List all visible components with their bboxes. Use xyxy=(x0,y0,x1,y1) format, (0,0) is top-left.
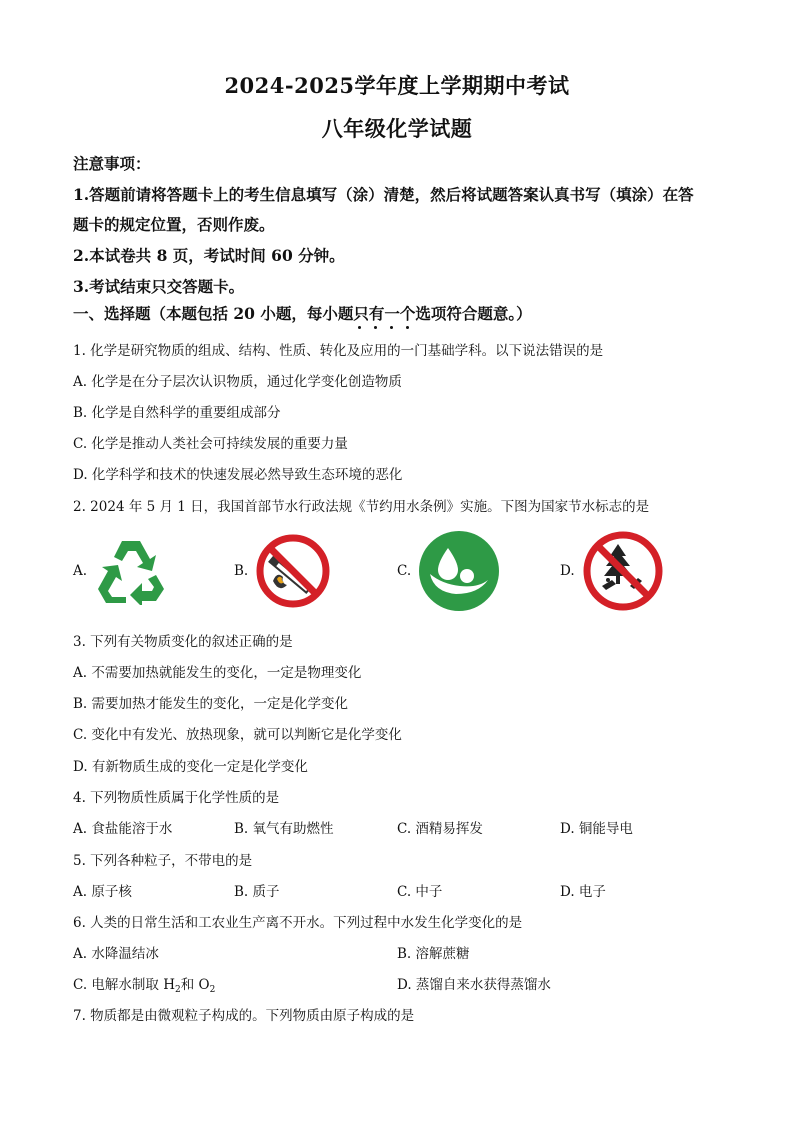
emphasis-dotted-text xyxy=(353,304,415,323)
section-heading-part-2: 选项符合题意。） xyxy=(415,304,532,323)
question-2-option-a-label: A. xyxy=(73,563,88,579)
notice-item-1-line-2: 题卡的规定位置，否则作废。 xyxy=(73,215,275,234)
question-6-option-b: B. 溶解蔗糖 xyxy=(397,946,470,962)
water-saving-icon xyxy=(418,530,500,616)
question-6-option-c xyxy=(73,973,215,995)
question-1-option-a: A. 化学是在分子层次认识物质，通过化学变化创造物质 xyxy=(73,374,402,390)
question-3-option-a: A. 不需要加热就能发生的变化，一定是物理变化 xyxy=(73,665,362,681)
emphasis-dot xyxy=(358,326,361,329)
question-4-option-a: A. 食盐能溶于水 xyxy=(73,821,173,837)
option-c-text-start: C. 电解水制取 H xyxy=(73,977,175,993)
notice-item-3: 3.考试结束只交答题卡。 xyxy=(73,277,245,296)
question-1-option-c: C. 化学是推动人类社会可持续发展的重要力量 xyxy=(73,436,348,452)
question-4-option-c: C. 酒精易挥发 xyxy=(397,821,483,837)
question-2-stem: 2. 2024 年 5 月 1 日，我国首部节水行政法规《节约用水条例》实施。下图为国家节水标志的是 xyxy=(73,499,650,515)
subscript: 2 xyxy=(175,985,181,995)
question-3-option-d: D. 有新物质生成的变化一定是化学变化 xyxy=(73,759,308,775)
question-6-option-a: A. 水降温结冰 xyxy=(73,946,159,962)
question-2-option-c-label: C. xyxy=(397,563,412,579)
question-5-option-d: D. 电子 xyxy=(560,884,606,900)
question-4-option-d: D. 铜能导电 xyxy=(560,821,633,837)
no-smoking-icon xyxy=(255,533,331,613)
recycle-icon xyxy=(92,535,170,609)
question-4-stem: 4. 下列物质性质属于化学性质的是 xyxy=(73,790,280,806)
question-2-option-b-label: B. xyxy=(234,563,249,579)
question-3-stem: 3. 下列有关物质变化的叙述正确的是 xyxy=(73,634,293,650)
notice-item-1-line-1: 1.答题前请将答题卡上的考生信息填写（涂）清楚，然后将试题答案认真书写（填涂）在答 xyxy=(73,185,694,204)
question-3-option-c: C. 变化中有发光、放热现象，就可以判断它是化学变化 xyxy=(73,727,402,743)
question-7-stem: 7. 物质都是由微观粒子构成的。下列物质由原子构成的是 xyxy=(73,1008,415,1024)
question-1-option-d: D. 化学科学和技术的快速发展必然导致生态环境的恶化 xyxy=(73,467,403,483)
notice-heading: 注意事项： xyxy=(73,154,151,173)
exam-title: 2024-2025学年度上学期期中考试 xyxy=(224,73,570,98)
emphasis-dot xyxy=(390,326,393,329)
question-5-stem: 5. 下列各种粒子，不带电的是 xyxy=(73,853,253,869)
no-logging-icon xyxy=(582,530,664,616)
question-5-option-a: A. 原子核 xyxy=(73,884,132,900)
exam-subtitle: 八年级化学试题 xyxy=(321,116,473,141)
question-1-stem: 1. 化学是研究物质的组成、结构、性质、转化及应用的一门基础学科。以下说法错误的是 xyxy=(73,343,604,359)
question-5-option-b: B. 质子 xyxy=(234,884,280,900)
question-5-option-c: C. 中子 xyxy=(397,884,443,900)
section-heading-part-1: 一、选择题（本题包括 20 小题，每小题 xyxy=(73,304,354,323)
dotted-text: 只有一个 xyxy=(353,304,416,323)
emphasis-dot xyxy=(406,326,409,329)
question-6-stem: 6. 人类的日常生活和工农业生产离不开水。下列过程中水发生化学变化的是 xyxy=(73,915,523,931)
question-1-option-b: B. 化学是自然科学的重要组成部分 xyxy=(73,405,281,421)
option-c-text-mid: 和 O xyxy=(180,977,210,993)
notice-item-2: 2.本试卷共 8 页，考试时间 60 分钟。 xyxy=(73,246,345,265)
question-2-option-d-label: D. xyxy=(560,563,575,579)
question-3-option-b: B. 需要加热才能发生的变化，一定是化学变化 xyxy=(73,696,349,712)
subscript: 2 xyxy=(209,985,216,995)
emphasis-dot xyxy=(374,326,377,329)
question-6-option-d: D. 蒸馏自来水获得蒸馏水 xyxy=(397,977,551,993)
question-4-option-b: B. 氧气有助燃性 xyxy=(234,821,334,837)
section-heading xyxy=(73,302,532,324)
